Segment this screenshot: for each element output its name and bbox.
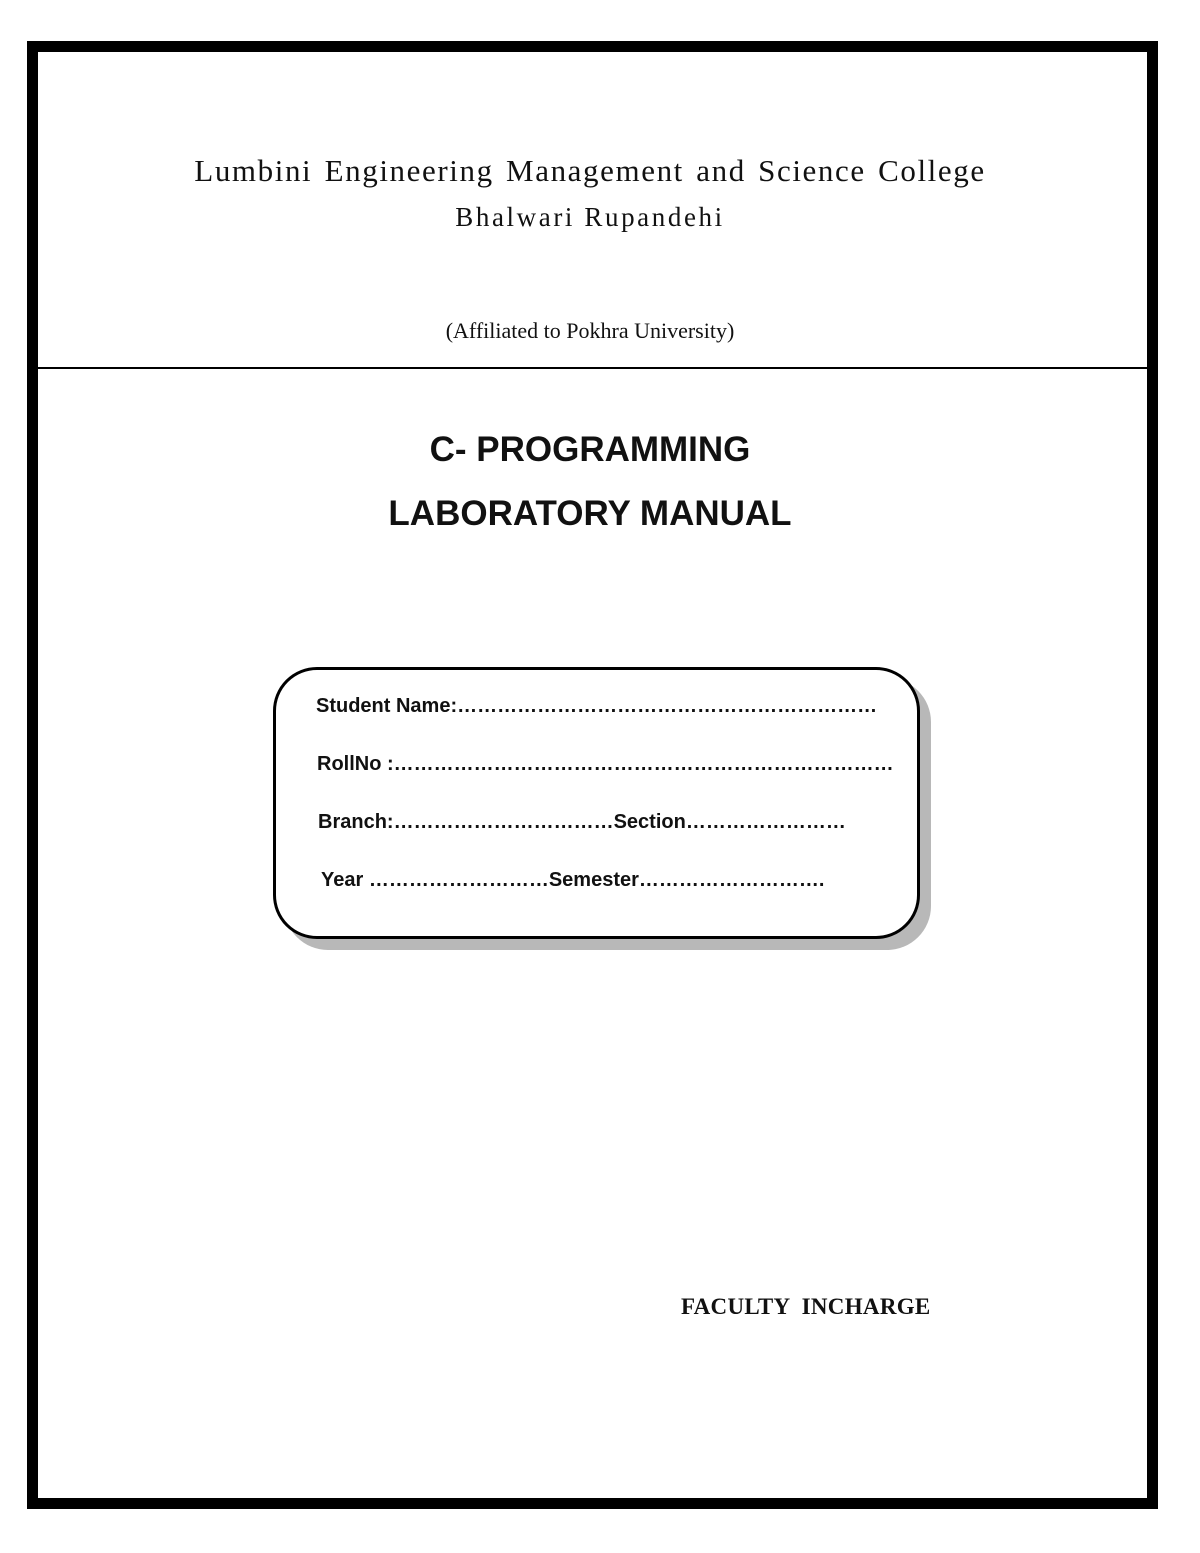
semester-field: Semester………………………. <box>548 869 825 891</box>
year-field: Year ……………………… <box>321 869 549 891</box>
section-field: Section…………………… <box>613 811 846 833</box>
affiliation-note: (Affiliated to Pokhra University) <box>445 318 735 343</box>
header-divider <box>38 367 1147 369</box>
student-name-field: Student Name:……………………………………………………… <box>316 695 878 717</box>
roll-number-field: RollNo :………………………………………………………………… <box>317 753 894 775</box>
branch-section-row <box>318 811 846 834</box>
college-location: Bhalwari Rupandehi <box>455 202 725 232</box>
year-semester-row <box>321 869 824 892</box>
faculty-incharge-label: FACULTY INCHARGE <box>681 1294 931 1319</box>
branch-field: Branch:…………………………… <box>318 811 614 833</box>
manual-title-subject: C- PROGRAMMING <box>429 430 751 469</box>
manual-title-type: LABORATORY MANUAL <box>388 494 792 533</box>
college-name: Lumbini Engineering Management and Science College <box>194 153 986 188</box>
